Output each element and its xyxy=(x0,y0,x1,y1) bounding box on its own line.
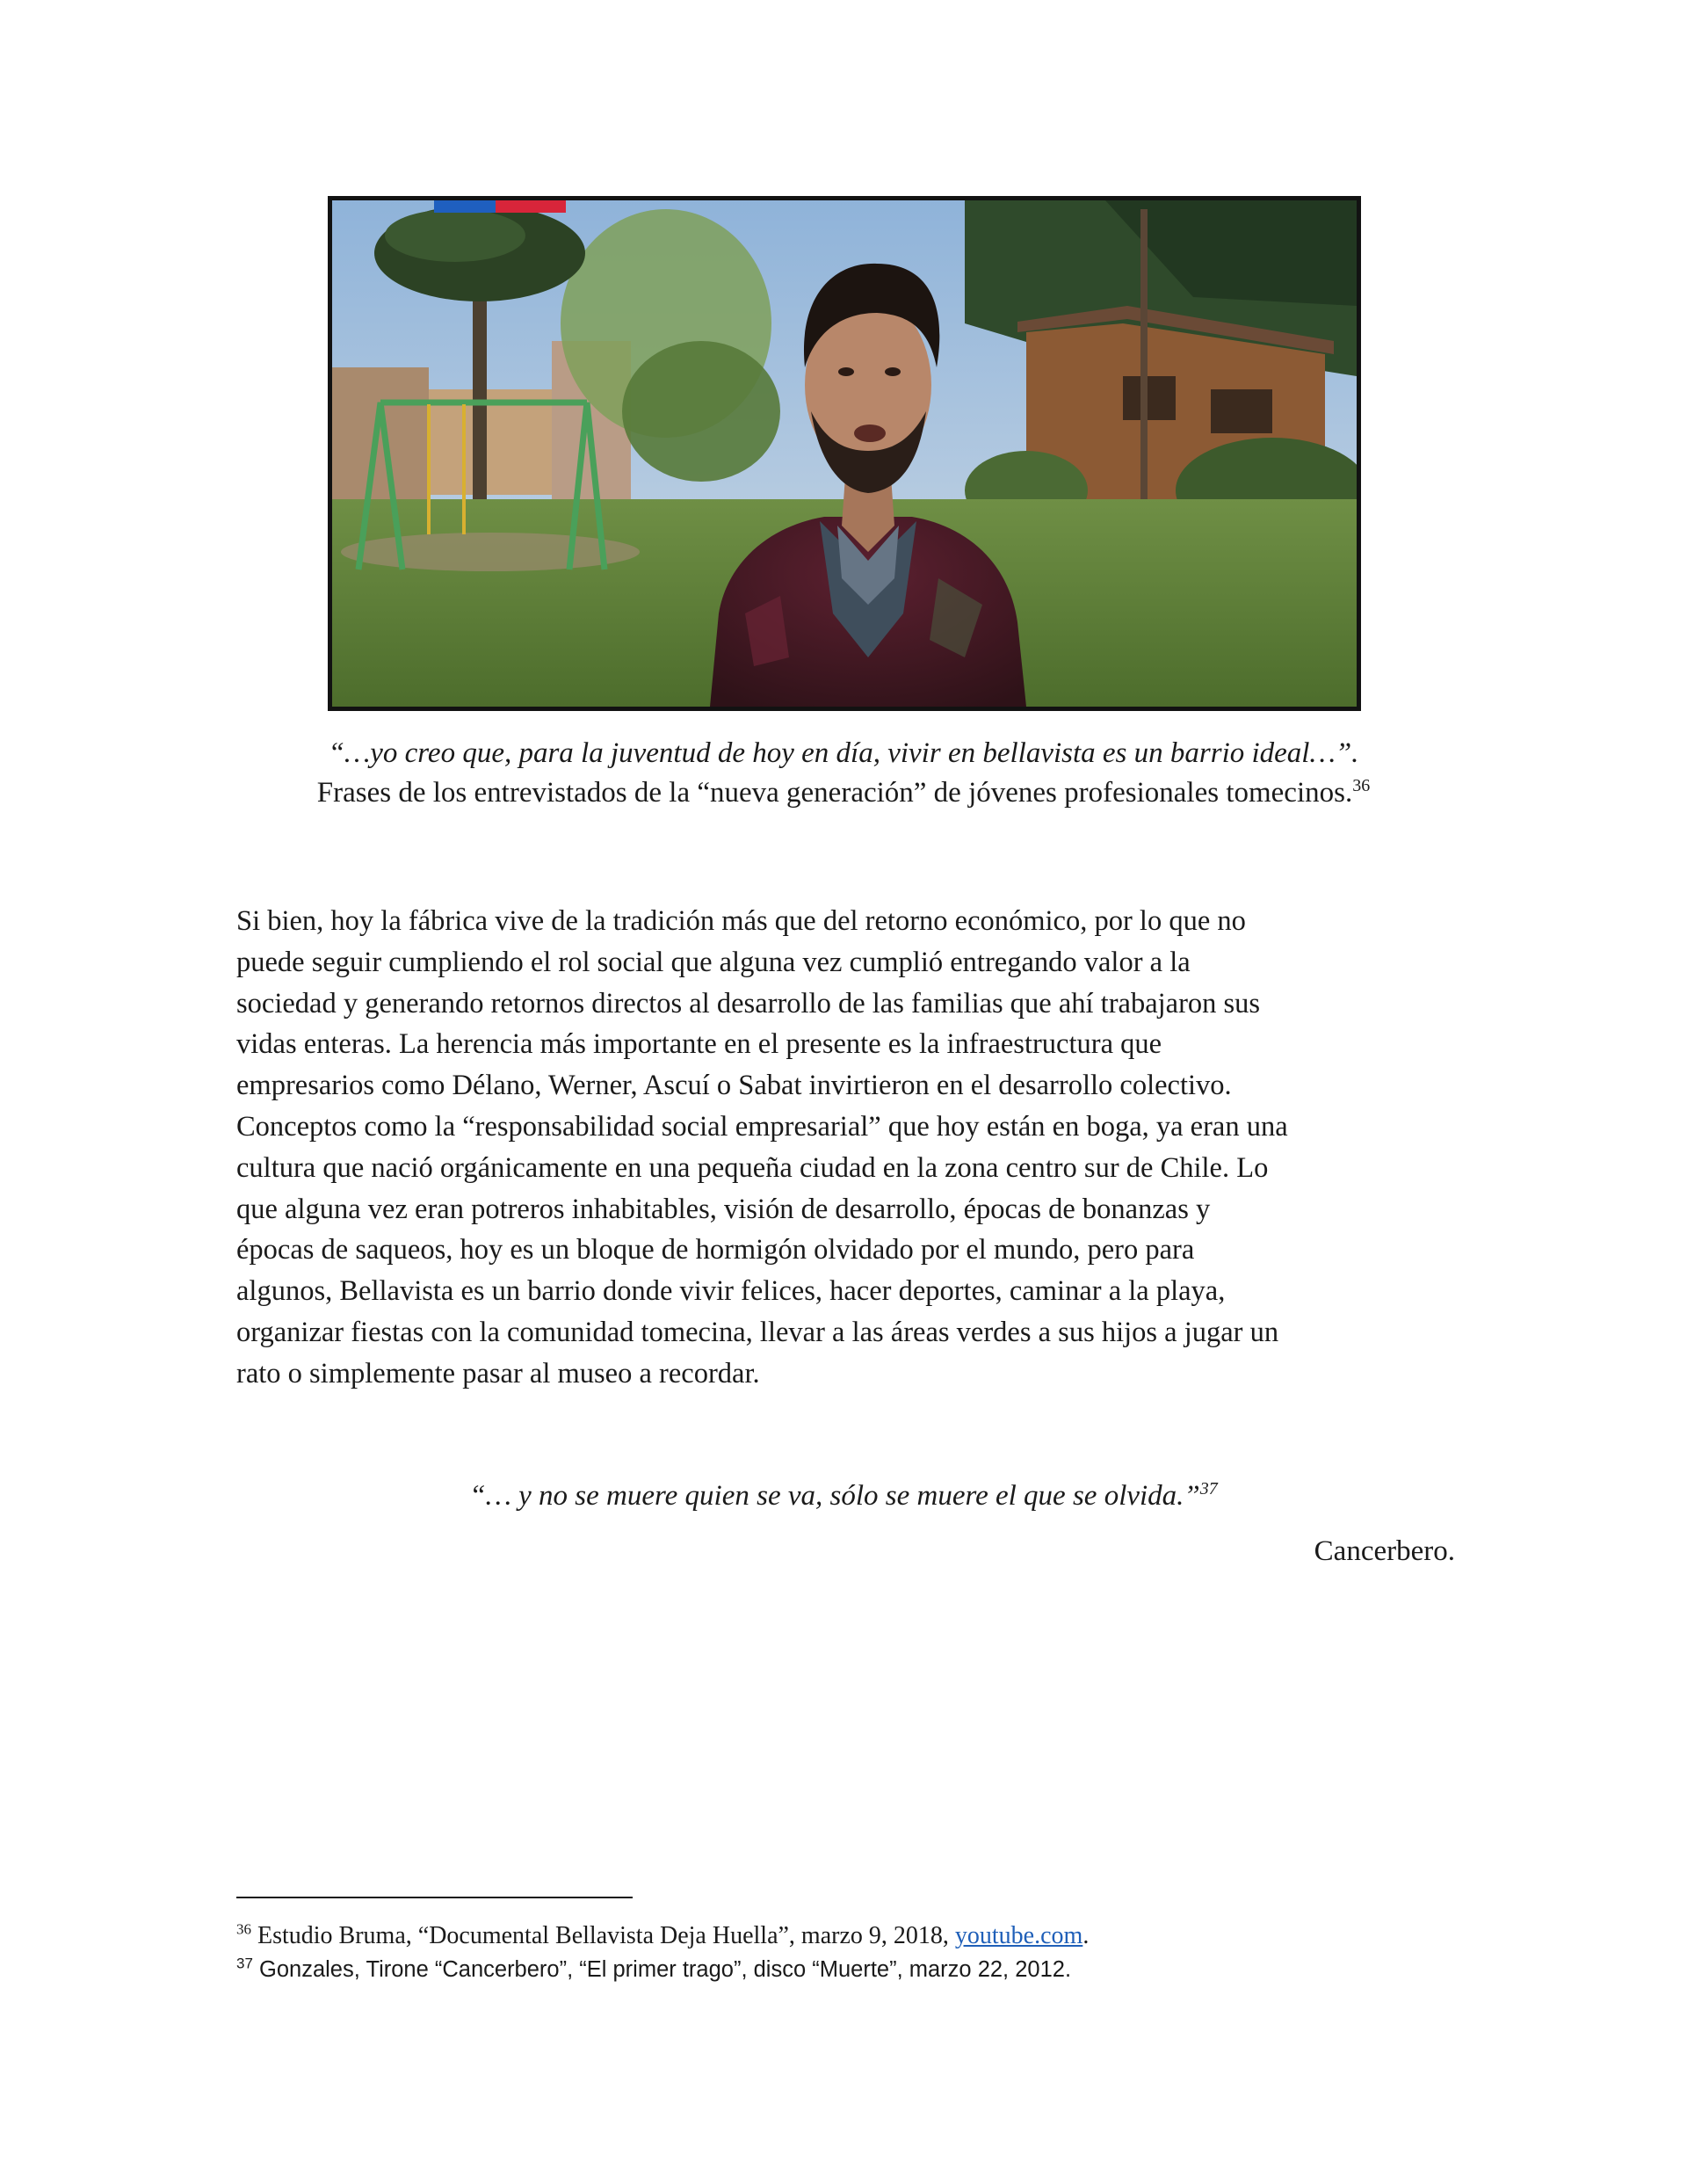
paragraph-line: épocas de saqueos, hoy es un bloque de hormigón olvidado por el mundo, pero para xyxy=(236,1234,1195,1266)
paragraph-line: puede seguir cumpliendo el rol social que alguna vez cumplió entregando valor a la xyxy=(236,946,1191,978)
paragraph-line: Si bien, hoy la fábrica vive de la tradición más que del retorno económico, por lo que no xyxy=(236,905,1246,937)
footnote-separator xyxy=(236,1897,633,1898)
footnote-text: Gonzales, Tirone “Cancerbero”, “El primer trago”, disco “Muerte”, marzo 22, 2012. xyxy=(252,1957,1072,1982)
paragraph-line: Conceptos como la “responsabilidad social empresarial” que hoy están en boga, ya eran una xyxy=(236,1110,1288,1143)
paragraph-line: vidas enteras. La herencia más importante en el presente es la infraestructura que xyxy=(236,1028,1162,1061)
paragraph-line: sociedad y generando retornos directos al desarrollo de las familias que ahí trabajaron sus xyxy=(236,987,1261,1019)
footnote-number: 36 xyxy=(236,1920,251,1938)
paragraph-line: que alguna vez eran potreros inhabitables, visión de desarrollo, épocas de bonanzas y xyxy=(236,1193,1211,1225)
body-paragraph xyxy=(236,901,1466,1395)
footnote-ref-36[interactable]: 36 xyxy=(1352,776,1371,795)
epigraph-text: “… y no se muere quien se va, sólo se muere el que se olvida.” xyxy=(469,1480,1200,1512)
footnote-text: Estudio Bruma, “Documental Bellavista Deja Huella”, marzo 9, 2018, xyxy=(251,1922,955,1949)
photo-man-in-park-icon xyxy=(332,200,1357,707)
footnote-37 xyxy=(236,1955,1071,1984)
paragraph-line: cultura que nació orgánicamente en una pequeña ciudad en la zona centro sur de Chile. Lo xyxy=(236,1151,1269,1184)
photo-caption-source xyxy=(211,773,1476,812)
paragraph-line: empresarios como Délano, Werner, Ascuí o Sabat invirtieron en el desarrollo colectivo. xyxy=(236,1070,1232,1102)
paragraph-line: algunos, Bellavista es un barrio donde vivir felices, hacer deportes, caminar a la playa, xyxy=(236,1275,1226,1308)
footnote-text-end: . xyxy=(1082,1922,1090,1949)
footnote-ref-37[interactable]: 37 xyxy=(1199,1479,1218,1498)
paragraph-line: rato o simplemente pasar al museo a recordar. xyxy=(236,1357,760,1389)
youtube-link[interactable]: youtube.com xyxy=(954,1922,1083,1949)
interview-photo xyxy=(328,196,1361,711)
epigraph-author: Cancerbero. xyxy=(1314,1535,1455,1567)
photo-caption-quote: “…yo creo que, para la juventud de hoy en día, vivir en bellavista es un barrio ideal…”. xyxy=(328,737,1359,769)
footnote-36 xyxy=(236,1921,1089,1951)
paragraph-line: organizar fiestas con la comunidad tomecina, llevar a las áreas verdes a sus hijos a jugar un xyxy=(236,1316,1279,1348)
photo-caption-source-text: Frases de los entrevistados de la “nueva generación” de jóvenes profesionales tomecinos. xyxy=(316,777,1353,809)
footnote-number: 37 xyxy=(236,1955,253,1972)
epigraph-quote xyxy=(211,1477,1476,1515)
